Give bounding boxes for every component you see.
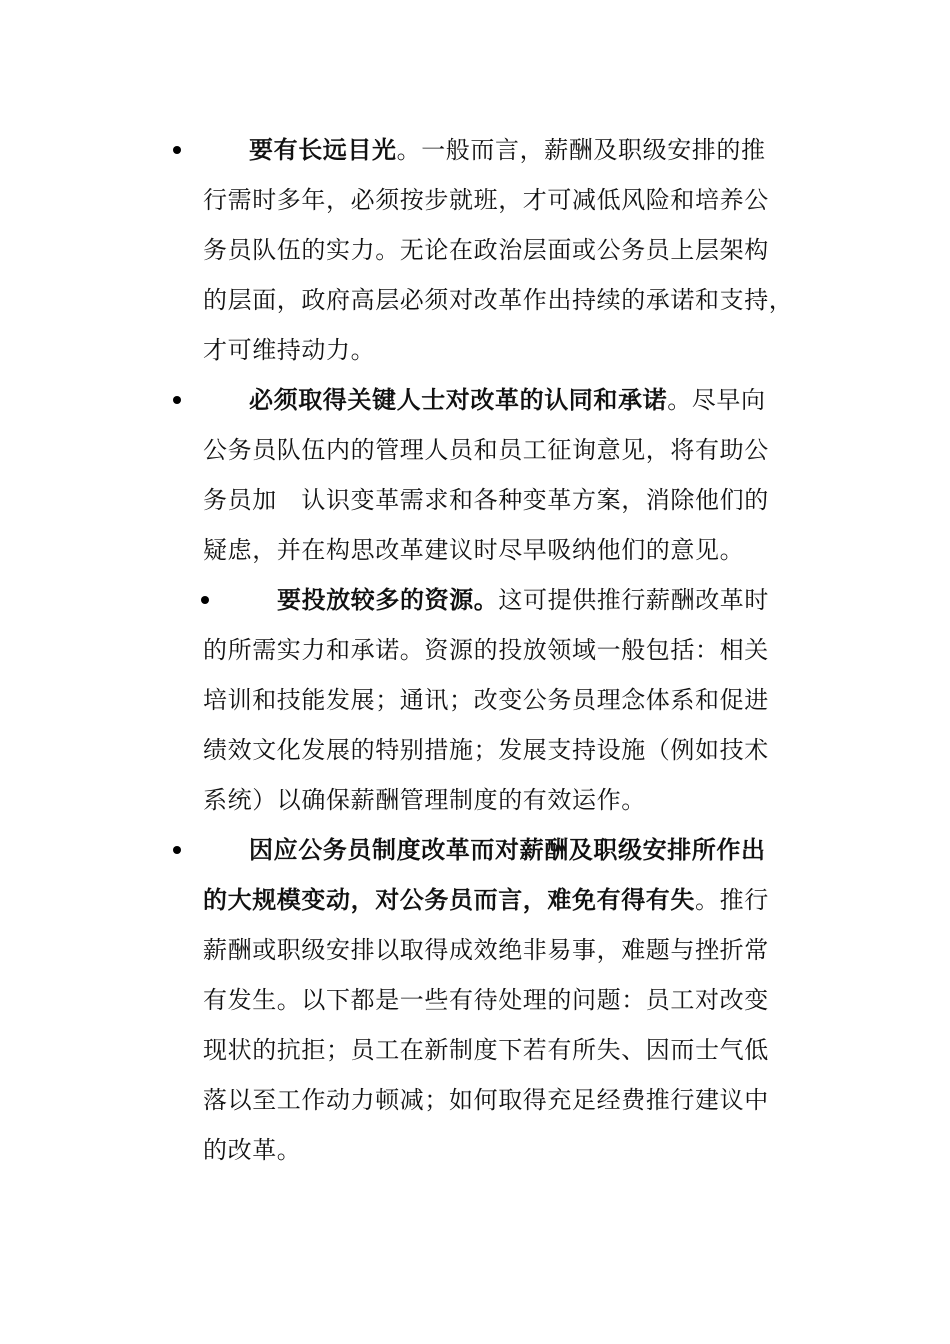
text-line: 系统）以确保薪酬管理制度的有效运作。 — [203, 786, 646, 814]
bold-lead: 要投放较多的资源。 — [277, 585, 499, 614]
bold-lead: 必须取得关键人士对改革的认同和承诺 — [249, 385, 668, 414]
text-line: 务员加 认识变革需求和各种变革方案，消除他们的 — [203, 486, 769, 514]
text-line: 必须取得关键人士对改革的认同和承诺。尽早向 — [249, 385, 766, 414]
text-line: 现状的抗拒；员工在新制度下若有所失、因而士气低 — [203, 1036, 769, 1064]
text-line: 的大规模变动，对公务员而言，难免有得有失。推行 — [203, 885, 769, 914]
text-line: 的改革。 — [203, 1136, 302, 1164]
text-line: 落以至工作动力顿减；如何取得充足经费推行建议中 — [203, 1086, 769, 1114]
text-line: 薪酬或职级安排以取得成效绝非易事，难题与挫折常 — [203, 936, 769, 964]
text-line: 要有长远目光。一般而言，薪酬及职级安排的推 — [249, 135, 766, 164]
text-line: 有发生。以下都是一些有待处理的问题：员工对改变 — [203, 986, 769, 1014]
text-line: 公务员队伍内的管理人员和员工征询意见，将有助公 — [203, 436, 769, 464]
text-line: 要投放较多的资源。这可提供推行薪酬改革时 — [277, 585, 770, 614]
bullet-icon — [173, 146, 181, 154]
bold-lead: 的大规模变动，对公务员而言，难免有得有失 — [203, 885, 695, 914]
bullet-icon — [173, 846, 181, 854]
bold-lead: 因应公务员制度改革而对薪酬及职级安排所作出 — [249, 835, 766, 864]
bullet-icon — [201, 596, 209, 604]
bullet-icon — [173, 396, 181, 404]
bold-lead: 要有长远目光 — [249, 135, 397, 164]
text-line: 绩效文化发展的特别措施；发展支持设施（例如技术 — [203, 736, 769, 764]
text-line: 的层面，政府高层必须对改革作出持续的承诺和支持， — [203, 286, 794, 314]
text-line: 行需时多年，必须按步就班，才可减低风险和培养公 — [203, 186, 769, 214]
text-line: 培训和技能发展；通讯；改变公务员理念体系和促进 — [203, 686, 769, 714]
text-line: 的所需实力和承诺。资源的投放领域一般包括：相关 — [203, 636, 769, 664]
text-line — [249, 835, 766, 865]
text-line: 务员队伍的实力。无论在政治层面或公务员上层架构 — [203, 236, 769, 264]
text-line: 疑虑，并在构思改革建议时尽早吸纳他们的意见。 — [203, 536, 745, 564]
text-line: 才可维持动力。 — [203, 336, 376, 364]
